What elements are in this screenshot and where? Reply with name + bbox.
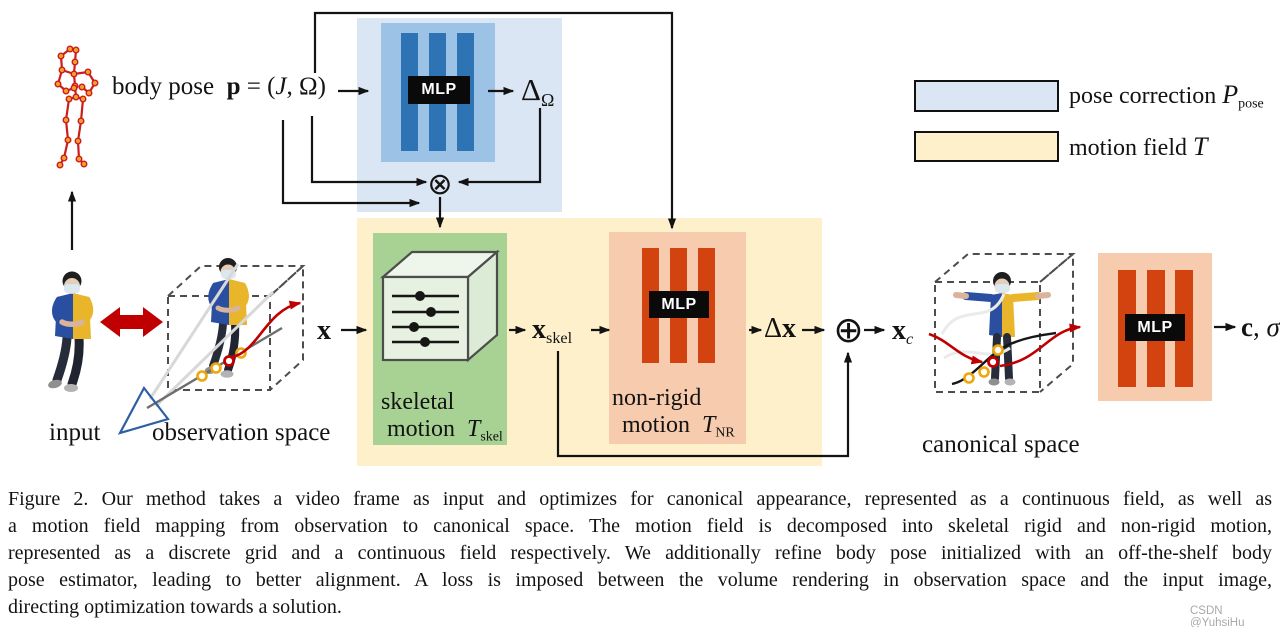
body-pose-omega: , Ω) bbox=[286, 73, 326, 100]
pose-mlp-label bbox=[408, 76, 470, 104]
caption-line: a motion field mapping from observation to canonical space. The motion field is decomposed into skeletal rigid and non-rigid motion, bbox=[8, 515, 1272, 537]
canonical-space-label: canonical space bbox=[922, 431, 1080, 458]
loss-double-arrow bbox=[100, 307, 163, 337]
canonical-person-image bbox=[956, 272, 1048, 386]
body-pose-label: body pose p = (J, Ω) bbox=[112, 73, 326, 100]
skeleton-icon bbox=[55, 46, 98, 168]
legend-pose-correction-label: pose correction Ppose bbox=[1069, 80, 1264, 112]
mlp-text: MLP bbox=[661, 295, 697, 313]
figure-caption bbox=[8, 486, 1272, 621]
legend-swatch-motion-field bbox=[914, 131, 1059, 162]
mlp-text: MLP bbox=[1137, 318, 1173, 336]
skeletal-motion-label: skeletal motion Tskel bbox=[381, 389, 503, 445]
nonrigid-motion-label: non-rigid motion TNR bbox=[612, 385, 735, 441]
caption-line: represented as a discrete grid and a continuous field respectively. We additionally refine body pose initialized with an off-the-shelf body bbox=[8, 542, 1272, 564]
body-pose-p: p bbox=[226, 73, 241, 100]
x-c-label: xc bbox=[892, 315, 914, 349]
delta-omega-label: ΔΩ bbox=[521, 72, 555, 110]
watermark: CSDN @YuhsiHu bbox=[1190, 605, 1245, 627]
output-label: c, σ bbox=[1241, 312, 1280, 342]
legend-motion-field-label: motion field T bbox=[1069, 132, 1208, 161]
input-person-image bbox=[47, 272, 91, 393]
mlp-text: MLP bbox=[421, 81, 457, 98]
caption-line: pose estimator, leading to better alignment. A loss is imposed between the volume rendering in observation space and the input image, bbox=[8, 569, 1272, 591]
otimes-icon: ⊗ bbox=[427, 166, 453, 202]
caption-line: Figure 2. Our method takes a video frame as input and optimizes for canonical appearance, represented as a continuous field, as well as bbox=[8, 488, 1272, 510]
oplus-icon: ⊕ bbox=[833, 310, 864, 351]
delta-x-label: Δx bbox=[764, 313, 797, 344]
caption-line: directing optimization towards a solution. bbox=[8, 596, 342, 618]
canonical-mlp-label bbox=[1125, 314, 1185, 341]
input-label: input bbox=[49, 419, 101, 446]
body-pose-text: body pose bbox=[112, 73, 215, 100]
nonrigid-mlp-label bbox=[649, 291, 709, 318]
legend-swatch-pose-correction bbox=[914, 80, 1059, 112]
observation-space-label: observation space bbox=[152, 419, 331, 446]
x-label: x bbox=[317, 315, 331, 346]
x-skel-label: xskel bbox=[532, 314, 573, 348]
body-pose-J: J bbox=[275, 73, 287, 100]
skeletal-grid-cube-icon bbox=[383, 252, 497, 360]
camera-frustum-icon bbox=[120, 264, 282, 433]
